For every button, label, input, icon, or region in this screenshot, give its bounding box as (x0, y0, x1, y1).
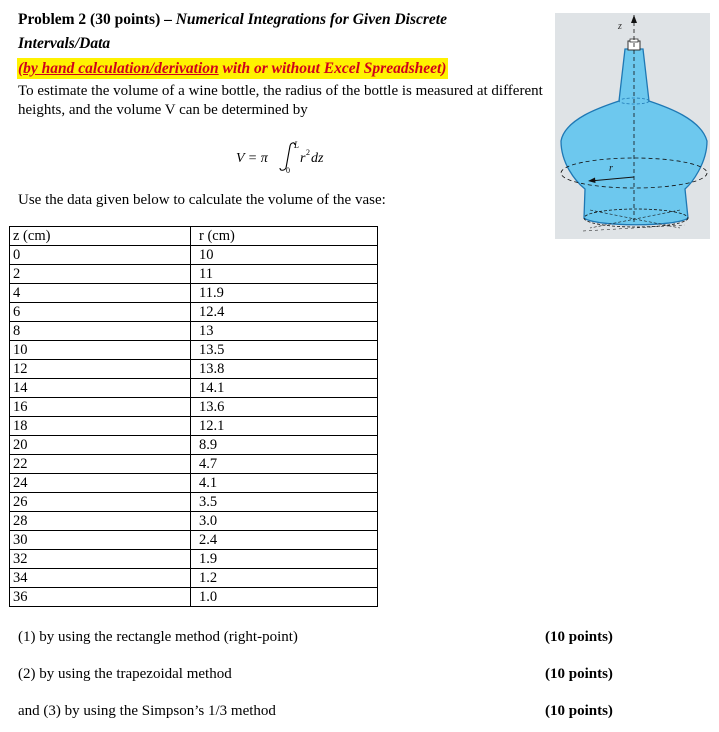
cell-z: 2 (10, 265, 191, 284)
cell-z: 26 (10, 493, 191, 512)
table-row (10, 322, 378, 341)
cell-z: 28 (10, 512, 191, 531)
table-row (10, 588, 378, 607)
cell-z: 10 (10, 341, 191, 360)
table-header-row (10, 227, 378, 246)
problem-title: Problem 2 (30 points) – Numerical Integrations for Given Discrete (18, 11, 447, 28)
cell-z: 30 (10, 531, 191, 550)
table-row (10, 284, 378, 303)
question-2-points: (10 points) (545, 666, 613, 682)
bottle-illustration (555, 13, 710, 239)
formula-integrand: r (300, 151, 306, 166)
volume-formula (236, 138, 346, 178)
table-row (10, 474, 378, 493)
z-axis-label: z (618, 21, 622, 32)
data-table (9, 226, 378, 607)
cell-z: 22 (10, 455, 191, 474)
intro-paragraph: To estimate the volume of a wine bottle, the radius of the bottle is measured at different heights, and the volume V can be determined by (18, 83, 543, 118)
table-row (10, 379, 378, 398)
cell-z: 0 (10, 246, 191, 265)
table-row (10, 341, 378, 360)
cell-r: 12.1 (191, 417, 378, 436)
formula-differential: dz (311, 151, 324, 166)
cell-r: 13.5 (191, 341, 378, 360)
highlight-instruction: (by hand calculation/derivation with or without Excel Spreadsheet) (18, 60, 447, 77)
formula-exponent: 2 (306, 148, 310, 157)
cell-z: 12 (10, 360, 191, 379)
bottle-figure (555, 13, 710, 239)
question-2: (2) by using the trapezoidal method (18, 666, 232, 682)
cell-r: 2.4 (191, 531, 378, 550)
question-3: and (3) by using the Simpson’s 1/3 method (18, 703, 276, 719)
cell-r: 8.9 (191, 436, 378, 455)
table-row (10, 436, 378, 455)
formula-lhs: V = π (236, 151, 268, 166)
table-row (10, 246, 378, 265)
question-3-points: (10 points) (545, 703, 613, 719)
cell-z: 18 (10, 417, 191, 436)
table-row (10, 303, 378, 322)
use-data-text: Use the data given below to calculate the volume of the vase: (18, 192, 386, 208)
formula-lower-limit: 0 (286, 166, 290, 175)
column-header-z: z (cm) (10, 227, 191, 246)
cell-z: 4 (10, 284, 191, 303)
cell-z: 36 (10, 588, 191, 607)
formula-upper-limit: L (294, 140, 300, 150)
cell-r: 1.2 (191, 569, 378, 588)
radius-label: r (609, 163, 613, 174)
cell-r: 13 (191, 322, 378, 341)
cell-z: 8 (10, 322, 191, 341)
cell-r: 11.9 (191, 284, 378, 303)
cell-r: 14.1 (191, 379, 378, 398)
table-row (10, 493, 378, 512)
column-header-r: r (cm) (191, 227, 378, 246)
cell-r: 13.6 (191, 398, 378, 417)
cell-r: 3.5 (191, 493, 378, 512)
cell-z: 16 (10, 398, 191, 417)
cell-r: 4.7 (191, 455, 378, 474)
cell-r: 1.0 (191, 588, 378, 607)
table-row (10, 417, 378, 436)
cell-z: 24 (10, 474, 191, 493)
table-row (10, 512, 378, 531)
cell-r: 12.4 (191, 303, 378, 322)
table-row (10, 569, 378, 588)
cell-r: 10 (191, 246, 378, 265)
table-row (10, 398, 378, 417)
cell-z: 6 (10, 303, 191, 322)
cell-r: 4.1 (191, 474, 378, 493)
table-row (10, 531, 378, 550)
cell-r: 11 (191, 265, 378, 284)
cell-r: 13.8 (191, 360, 378, 379)
table-row (10, 455, 378, 474)
cell-z: 20 (10, 436, 191, 455)
question-1: (1) by using the rectangle method (right-point) (18, 629, 298, 645)
cell-z: 34 (10, 569, 191, 588)
table-row (10, 550, 378, 569)
cell-r: 3.0 (191, 512, 378, 531)
problem-title-line2: Intervals/Data (18, 35, 111, 52)
table-row (10, 360, 378, 379)
cell-z: 14 (10, 379, 191, 398)
table-row (10, 265, 378, 284)
z-axis-arrow-icon (631, 15, 637, 23)
question-1-points: (10 points) (545, 629, 613, 645)
ground-line (583, 225, 685, 231)
cell-z: 32 (10, 550, 191, 569)
cell-r: 1.9 (191, 550, 378, 569)
